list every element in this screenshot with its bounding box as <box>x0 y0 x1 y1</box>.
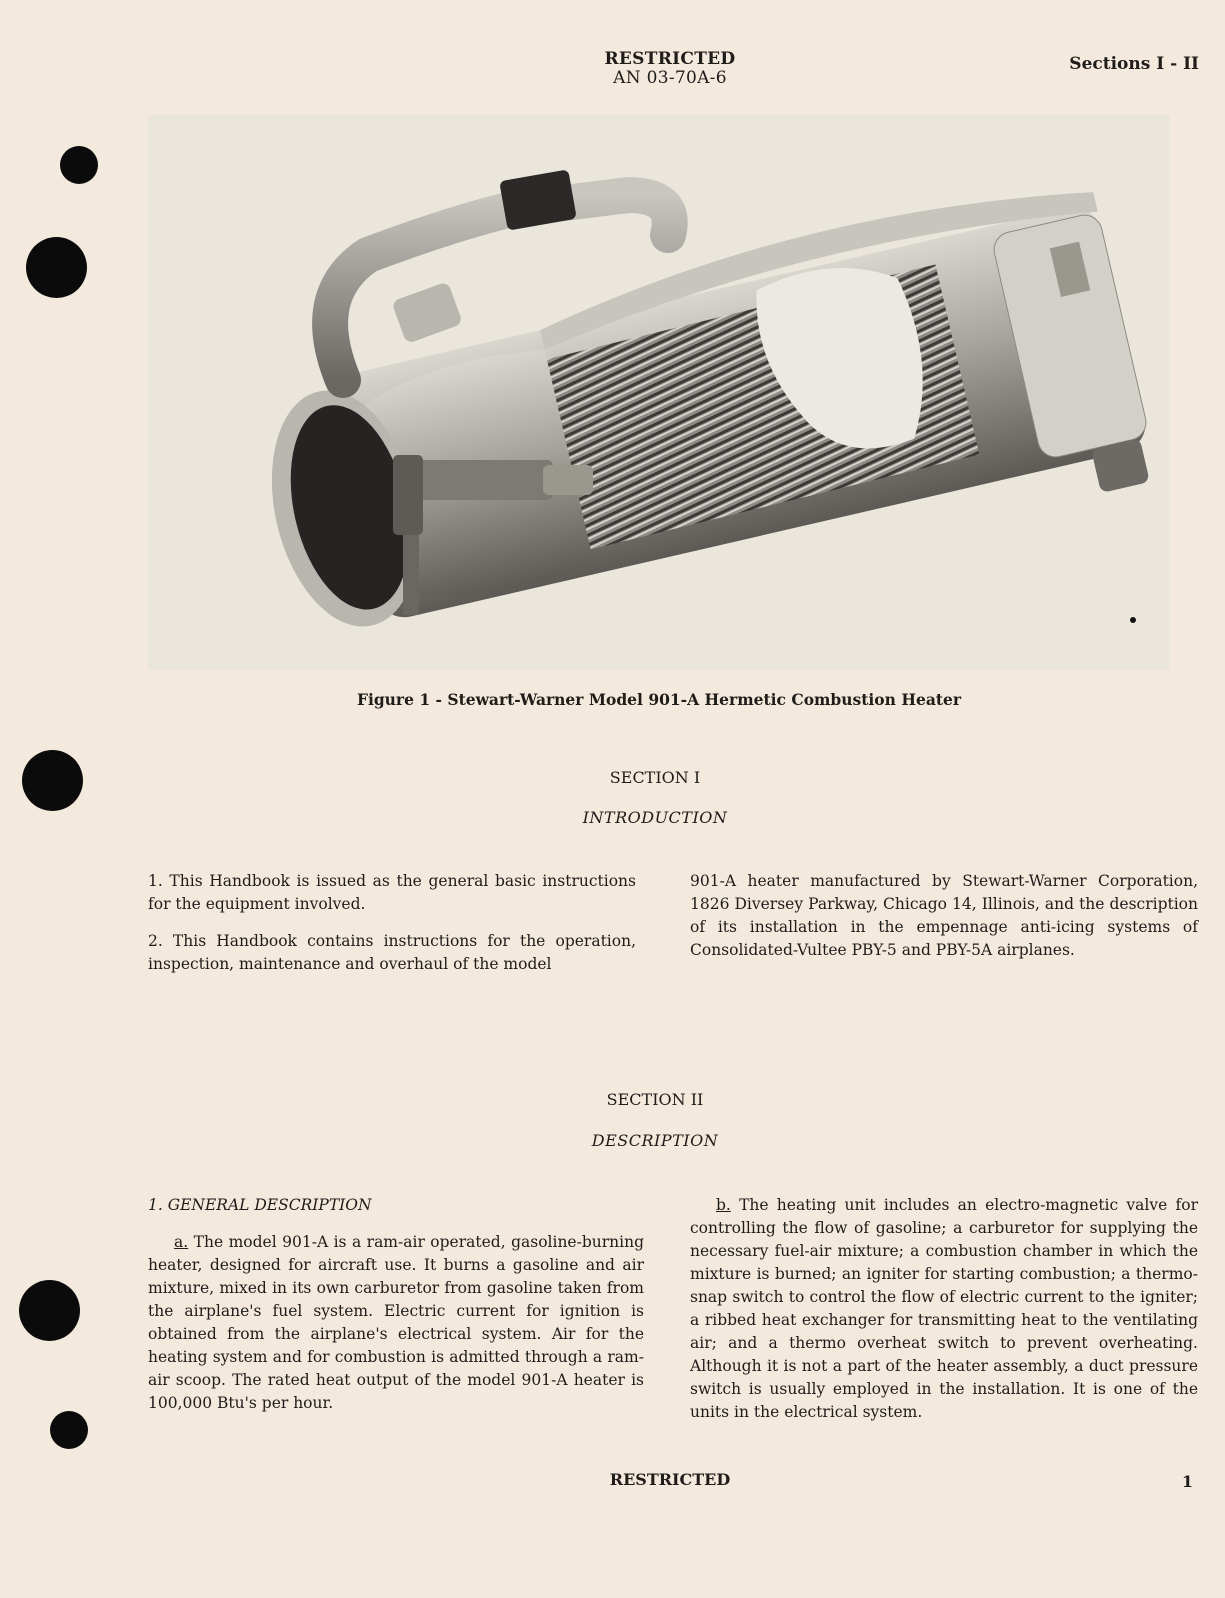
section-title: INTRODUCTION <box>582 808 728 827</box>
section-title: DESCRIPTION <box>591 1131 719 1150</box>
intro-paragraph-2-continued: 901-A heater manufactured by Stewart-Warner Corporation, 1826 Diversey Parkway, Chicago 14, Illinois, and the description of its installation in the empennage anti-icing systems of Consolidated-Vultee PBY-5 and PBY-5A airplanes. <box>690 872 1198 959</box>
page-number: 1 <box>1181 1472 1193 1491</box>
binder-hole <box>26 237 87 298</box>
intro-paragraph-2: 2. This Handbook contains instructions for the operation, inspection, maintenance and overhaul of the model <box>148 932 636 973</box>
figure-caption: Figure 1 - Stewart-Warner Model 901-A Hermetic Combustion Heater <box>356 690 962 709</box>
binder-hole <box>50 1411 88 1449</box>
paragraph-label: b. <box>716 1196 731 1214</box>
binder-hole <box>19 1280 80 1341</box>
document-number: AN 03-70A-6 <box>613 68 727 88</box>
sections-label: Sections I - II <box>1069 54 1199 74</box>
description-column-left <box>148 1194 644 1429</box>
heater-photograph <box>148 115 1170 670</box>
description-column-right <box>690 1194 1198 1438</box>
classification-label: RESTRICTED <box>604 49 736 69</box>
section-heading: SECTION I <box>609 768 701 787</box>
intro-paragraph-1: 1. This Handbook is issued as the general basic instructions for the equipment involved. <box>148 872 636 913</box>
page-header <box>560 50 780 88</box>
intro-column-right <box>690 870 1198 976</box>
section-heading: SECTION II <box>606 1090 704 1109</box>
subsection-heading: 1. GENERAL DESCRIPTION <box>148 1196 372 1214</box>
description-paragraph-b <box>690 1194 1198 1424</box>
paragraph-label: a. <box>174 1233 189 1251</box>
description-paragraph-a <box>148 1231 644 1415</box>
footer-classification: RESTRICTED <box>609 1470 731 1489</box>
binder-hole <box>60 146 98 184</box>
paragraph-text: The model 901-A is a ram-air operated, gasoline-burning heater, designed for aircraft use. It burns a gasoline and air mixture, mixed in its own carburetor from gasoline taken from the airplane's fuel system. Electric current for ignition is obtained from the airplane's electrical system. Air for the heating system and for combustion is admitted through a ram-air scoop. The rated heat output of the model 901-A heater is 100,000 Btu's per hour. <box>148 1233 645 1412</box>
paragraph-text: The heating unit includes an electro-magnetic valve for controlling the flow of gasoline; a carburetor for supplying the necessary fuel-air mixture; a combustion chamber in which the mixture is burned; an igniter for starting combustion; a thermo-snap switch to control the flow of electric current to the igniter; a ribbed heat exchanger for transmitting heat to the ventilating air; and a thermo overheat switch to prevent overheating. Although it is not a part of the heater assembly, a duct pressure switch is usually employed in the installation. It is one of the units in the electrical system. <box>690 1196 1198 1421</box>
intro-column-left <box>148 870 636 990</box>
